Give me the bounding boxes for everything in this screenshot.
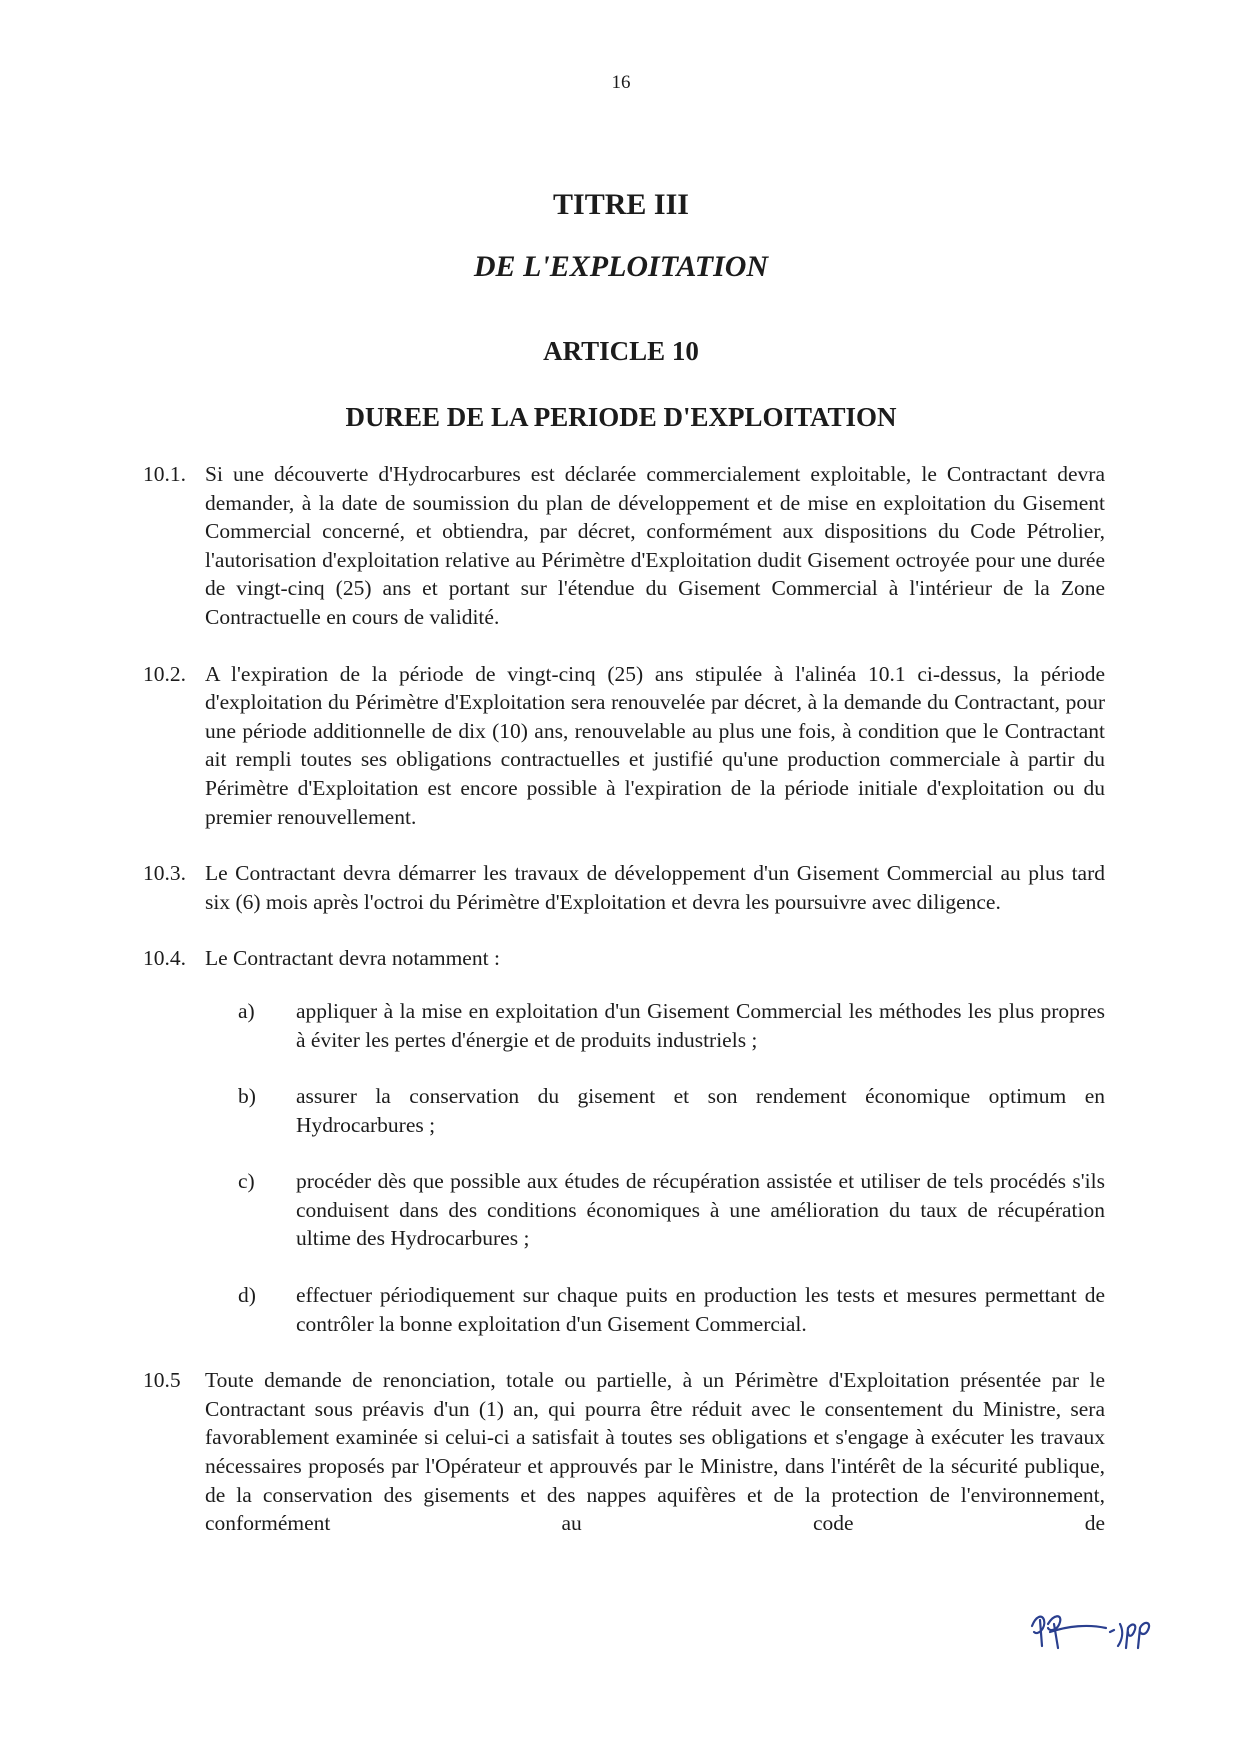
list-item (238, 1082, 1105, 1139)
list-item-letter: d) (238, 1283, 256, 1308)
article-title: DUREE DE LA PERIODE D'EXPLOITATION (345, 402, 897, 432)
paragraph-10-4 (143, 944, 1105, 973)
list-item-text: assurer la conservation du gisement et son rendement économique optimum en Hydrocarbures ; (296, 1084, 1105, 1137)
list-item-letter: c) (238, 1169, 255, 1194)
paragraph-number: 10.3. (143, 861, 186, 886)
page-number: 16 (611, 72, 631, 93)
initials-stroke (1110, 1623, 1149, 1648)
paragraph-text: A l'expiration de la période de vingt-cinq (25) ans stipulée à l'alinéa 10.1 ci-dessus, la période d'exploitation du Périmètre d'Exploitation sera renouvelée par décret, à la demande du Contractant, pour une période additionnelle de dix (10) ans, renouvelable au plus une fois, à condition que le Contractant ait rempli toutes ses obligations contractuelles et justifié qu'une production commerciale à partir du Périmètre d'Exploitation est encore possible à l'expiration de la période initiale d'exploitation ou du premier renouvellement. (205, 661, 1105, 829)
list-item (238, 997, 1105, 1054)
article-body (143, 460, 1105, 1538)
paragraph-text: Le Contractant devra démarrer les travaux de développement d'un Gisement Commercial au plus tard six (6) mois après l'octroi du Périmètre d'Exploitation et devra les poursuivre avec diligence. (205, 861, 1105, 914)
paragraph-number: 10.4. (143, 946, 186, 971)
paragraph-number: 10.1. (143, 462, 186, 486)
paragraph-text: Toute demande de renonciation, totale ou partielle, à un Périmètre d'Exploitation présentée par le Contractant sous préavis d'un (1) an, qui pourra être réduit avec le consentement du Ministre, sera favorablement examinée si celui-ci a satisfait à toutes ses obligations et s'engage à exécuter les travaux nécessaires proposés par l'Opérateur et approuvés par le Ministre, dans l'intérêt de la sécurité publique, de la conservation des gisements et des nappes aquifères et de la protection de l'environnement, conformément au code de (205, 1368, 1105, 1536)
paragraph-10-5 (143, 1366, 1105, 1538)
list-item-letter: a) (238, 998, 255, 1023)
list-item-text: procéder dès que possible aux études de récupération assistée et utiliser de tels procédés s'ils conduisent dans des conditions économiques à une amélioration du taux de récupération ultime des Hydrocarbures ; (296, 1169, 1105, 1251)
handwritten-initials (1028, 1606, 1158, 1656)
paragraph-10-1 (143, 460, 1105, 632)
list-item-text: effectuer périodiquement sur chaque puits en production les tests et mesures permettant de contrôler la bonne exploitation d'un Gisement Commercial. (296, 1283, 1105, 1336)
list-item-letter: b) (238, 1084, 256, 1109)
list-item (238, 1167, 1105, 1253)
paragraph-number: 10.5 (143, 1368, 181, 1393)
paragraph-text: Si une découverte d'Hydrocarbures est déclarée commercialement exploitable, le Contractant devra demander, à la date de soumission du plan de développement et de mise en exploitation du Gisement Commercial concerné, et obtiendra, par décret, conformément aux dispositions du Code Pétrolier, l'autorisation d'exploitation relative au Périmètre d'Exploitation dudit Gisement octroyée pour une durée de vingt-cinq (25) ans et portant sur l'étendue du Gisement Commercial à l'intérieur de la Zone Contractuelle en cours de validité. (205, 462, 1105, 629)
list-item (238, 1281, 1105, 1338)
paragraph-10-2 (143, 660, 1105, 832)
subtitle-heading: DE L'EXPLOITATION (473, 250, 769, 283)
list-item-text: appliquer à la mise en exploitation d'un Gisement Commercial les méthodes les plus propres à éviter les pertes d'énergie et de produits industriels ; (296, 998, 1105, 1052)
title-heading: TITRE III (553, 188, 689, 221)
paragraph-10-3 (143, 859, 1105, 916)
paragraph-number: 10.2. (143, 661, 186, 686)
obligations-list (238, 997, 1105, 1338)
article-heading: ARTICLE 10 (543, 336, 699, 366)
initials-stroke (1032, 1616, 1106, 1648)
paragraph-text: Le Contractant devra notamment : (205, 946, 500, 971)
